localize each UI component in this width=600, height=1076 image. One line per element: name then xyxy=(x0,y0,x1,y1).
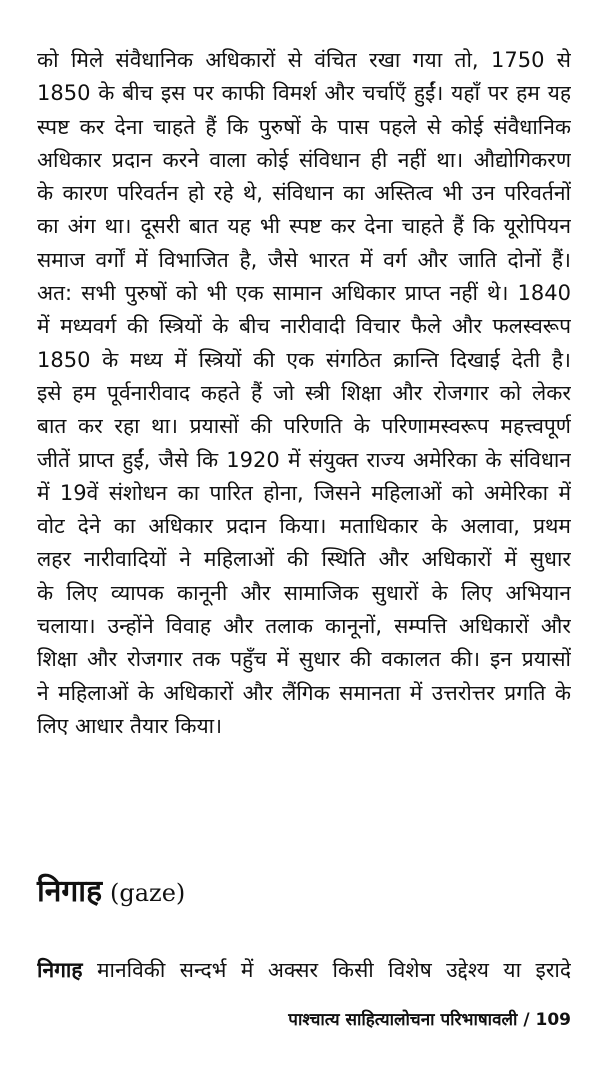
paragraph-line: 1850 के बीच इस पर काफी विमर्श और चर्चाएँ हुईं। यहाँ पर हम यह xyxy=(37,81,571,106)
paragraph-line: लिए आधार तैयार किया। xyxy=(37,713,223,738)
paragraph-line: में मध्यवर्ग की स्त्रियों के बीच नारीवादी विचार फैले और फलस्वरूप xyxy=(37,314,571,339)
definition-line xyxy=(37,953,571,987)
paragraph-line: लहर नारीवादियों ने महिलाओं की स्थिति और अधिकारों में सुधार xyxy=(37,547,571,572)
paragraph-line: को मिले संवैधानिक अधिकारों से वंचित रखा गया तो, 1750 से xyxy=(37,48,571,72)
paragraph-line: चलाया। उन्होंने विवाह और तलाक कानूनों, सम्पत्ति अधिकारों और xyxy=(37,614,571,639)
body-paragraph xyxy=(37,44,571,743)
paragraph-line: में 19वें संशोधन का पारित होना, जिसने महिलाओं को अमेरिका में xyxy=(37,480,571,505)
paragraph-line: अत: सभी पुरुषों को भी एक सामान अधिकार प्राप्त नहीं थे। 1840 xyxy=(37,281,571,306)
paragraph-line: इसे हम पूर्वनारीवाद कहते हैं जो स्त्री शिक्षा और रोजगार को लेकर xyxy=(37,380,571,405)
paragraph-line: स्पष्ट कर देना चाहते हैं कि पुरुषों के पास पहले से कोई संवैधानिक xyxy=(37,114,571,139)
paragraph-line: के कारण परिवर्तन हो रहे थे, संविधान का अस्तित्व भी उन परिवर्तनों xyxy=(37,181,571,206)
entry-term: निगाह xyxy=(37,874,103,909)
paragraph-line: 1850 के मध्य में स्त्रियों की एक संगठित क्रान्ति दिखाई देती है। xyxy=(37,347,571,372)
entry-heading xyxy=(37,872,185,912)
paragraph-line: का अंग था। दूसरी बात यह भी स्पष्ट कर देना चाहते हैं कि यूरोपियन xyxy=(37,214,571,239)
paragraph-line: अधिकार प्रदान करने वाला कोई संविधान ही नहीं था। औद्योगिकरण xyxy=(37,147,571,172)
page-footer: पाश्चात्य साहित्यालोचना परिभाषावली / 109 xyxy=(288,1010,571,1030)
paragraph-line: वोट देने का अधिकार प्रदान किया। मताधिकार के अलावा, प्रथम xyxy=(37,514,571,539)
paragraph-line: जीतें प्राप्त हुईं, जैसे कि 1920 में संयुक्त राज्य अमेरिका के संविधान xyxy=(37,447,571,472)
definition-term: निगाह xyxy=(37,958,83,982)
definition-text: मानविकी सन्दर्भ में अक्सर किसी विशेष उद्देश्य या इरादे xyxy=(82,958,571,982)
entry-gloss: (gaze) xyxy=(110,879,186,907)
paragraph-line: बात कर रहा था। प्रयासों की परिणति के परिणामस्वरूप महत्त्वपूर्ण xyxy=(37,414,571,439)
paragraph-line: शिक्षा और रोजगार तक पहुँच में सुधार की वकालत की। इन प्रयासों xyxy=(37,647,571,672)
paragraph-line: के लिए व्यापक कानूनी और सामाजिक सुधारों के लिए अभियान xyxy=(37,580,571,605)
paragraph-line: समाज वर्गों में विभाजित है, जैसे भारत में वर्ग और जाति दोनों हैं। xyxy=(37,247,571,272)
paragraph-line: ने महिलाओं के अधिकारों और लैंगिक समानता में उत्तरोत्तर प्रगति के xyxy=(37,680,571,705)
